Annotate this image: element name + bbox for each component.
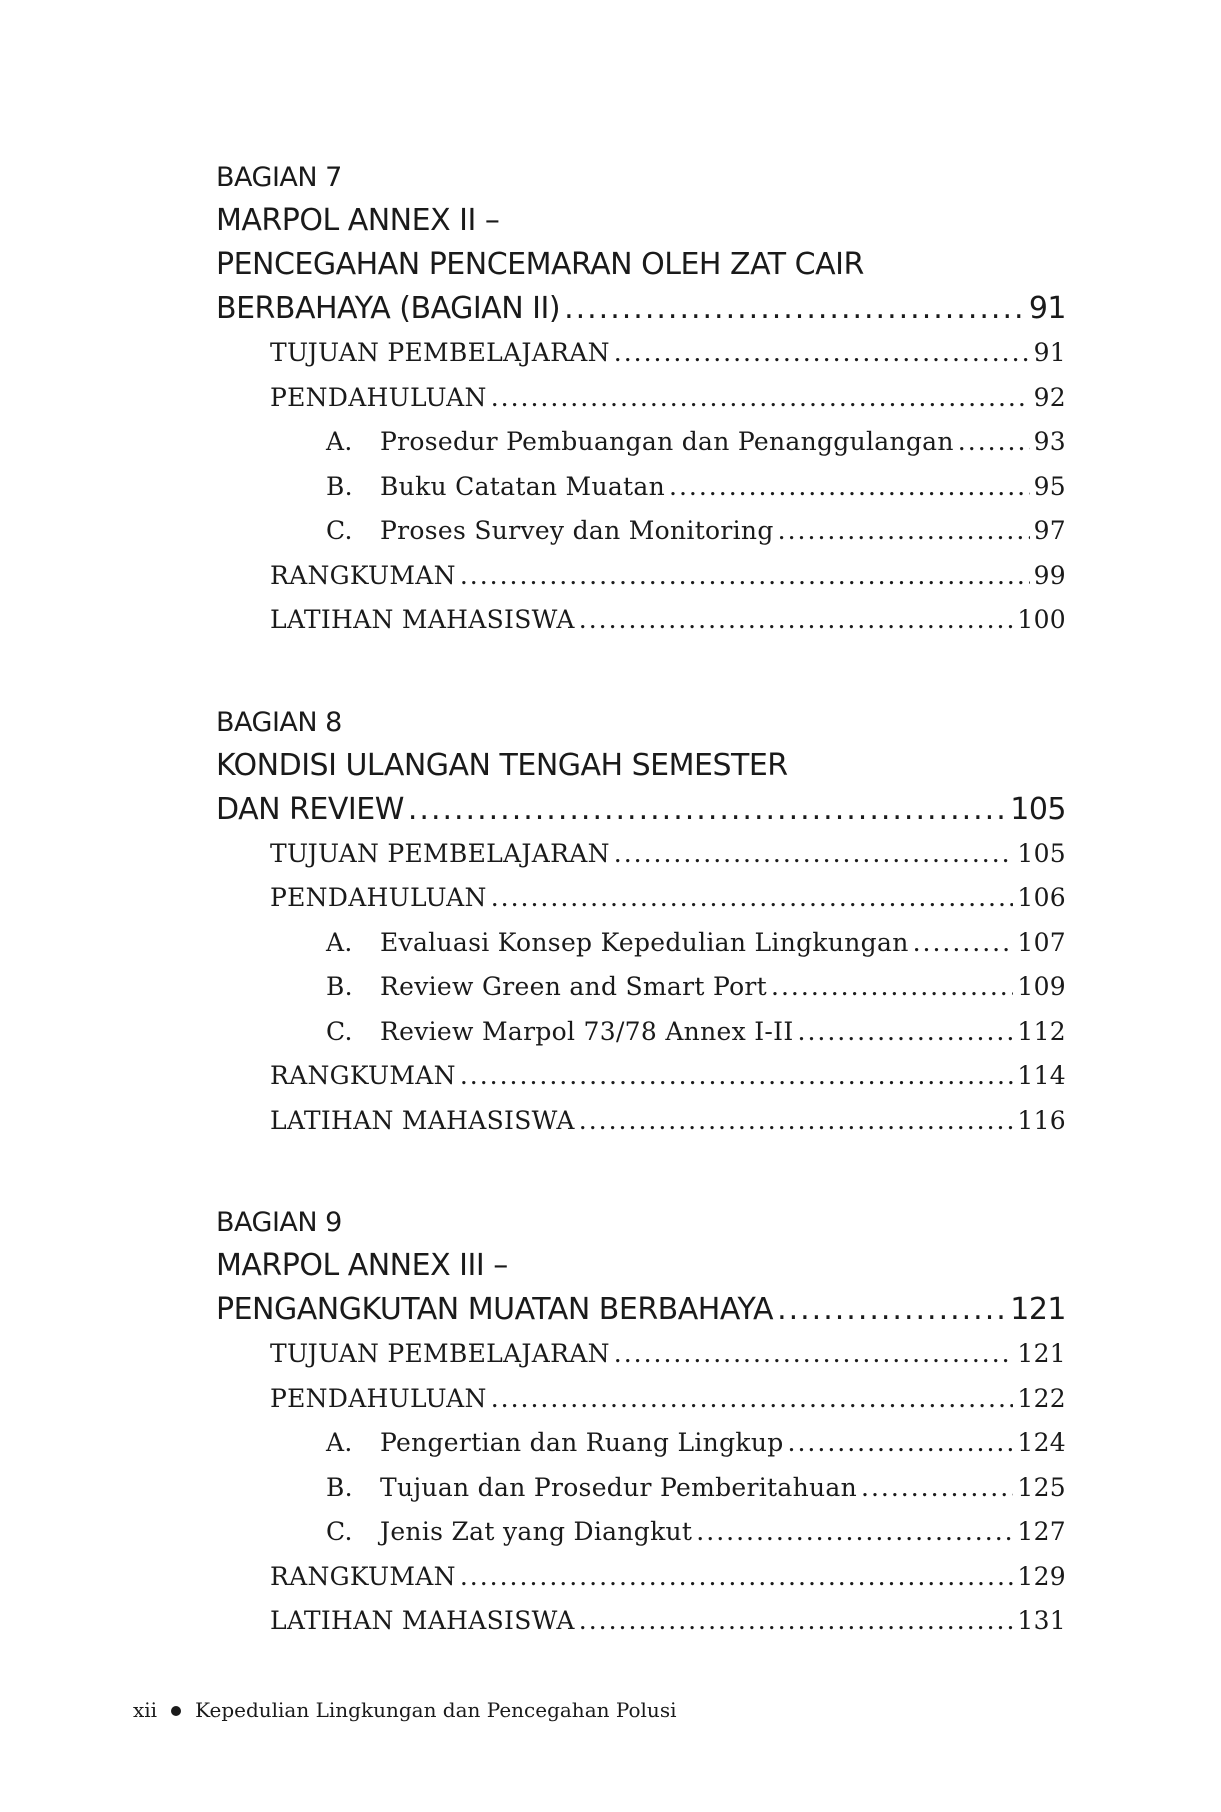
subentry-title: Prosedur Pembuangan dan Penanggulangan [380,427,954,456]
toc-entry[interactable] [270,1332,1066,1377]
toc-subentry-text [326,965,767,1010]
toc-section-bagian-8 [216,701,1066,1144]
section-heading-last-line[interactable] [216,788,1066,832]
toc-subentry-text [326,921,909,966]
subentry-title: Buku Catatan Muatan [380,471,666,501]
dot-leader [861,1466,1013,1511]
toc-entry-page: 129 [1017,1561,1066,1591]
toc-entry[interactable] [270,1555,1066,1600]
subentry-letter: C. [326,1016,353,1046]
subentry-title: Jenis Zat yang Diangkut [380,1517,693,1546]
subentry-title: Review Marpol 73/78 Annex I-II [380,1016,794,1046]
toc-entry-page: 131 [1017,1606,1066,1635]
toc-entry-page: 109 [1017,972,1066,1001]
toc-entry[interactable] [270,1054,1066,1099]
toc-entry-text: LATIHAN MAHASISWA [270,1105,575,1135]
section-heading-last-line[interactable] [216,287,1066,331]
subentry-letter: A. [326,927,353,957]
toc-entry[interactable] [270,876,1066,921]
section-heading-line: MARPOL ANNEX II – [216,203,500,238]
toc-entry-text: RANGKUMAN [270,560,456,590]
toc-subentry[interactable] [326,1010,1066,1055]
dot-leader [778,509,1030,554]
dot-leader [579,1099,1014,1144]
dot-leader [491,876,1014,921]
toc-entry-page: 105 [1017,838,1066,868]
toc-entry[interactable] [270,554,1066,599]
toc-entry-text: LATIHAN MAHASISWA [270,1606,575,1635]
toc-entry-page: 112 [1017,1016,1066,1046]
section-heading-line: MARPOL ANNEX III – [216,1248,508,1283]
toc-subentry[interactable] [326,965,1066,1010]
subentry-letter: C. [326,1517,353,1546]
toc-section-bagian-7 [216,156,1066,643]
dot-leader [614,832,1014,877]
toc-subentry[interactable] [326,509,1066,554]
subentry-title: Tujuan dan Prosedur Pemberitahuan [380,1472,857,1502]
dot-leader [788,1421,1014,1466]
bullet-icon [171,1706,181,1716]
section-page-number: 105 [1010,791,1066,827]
toc-entry-page: 97 [1033,516,1066,545]
toc-entry-page: 114 [1017,1061,1066,1090]
subentry-letter: B. [326,471,353,501]
toc-section-bagian-9 [216,1201,1066,1644]
toc-entry-page: 100 [1017,605,1066,634]
dot-leader [460,1555,1014,1600]
toc-entry-text: PENDAHULUAN [270,382,487,412]
toc-entry-page: 121 [1017,1339,1066,1368]
toc-subentry[interactable] [326,420,1066,465]
toc-content [216,156,1066,1702]
subentry-letter: A. [326,1428,353,1457]
toc-entry-page: 116 [1017,1105,1066,1135]
toc-subentry-text [326,1421,784,1466]
dot-leader [696,1510,1013,1555]
toc-entry[interactable] [270,1599,1066,1644]
toc-entry[interactable] [270,1099,1066,1144]
section-page-number: 121 [1010,1292,1066,1327]
toc-entry-text: TUJUAN PEMBELAJARAN [270,338,610,367]
subentry-letter: C. [326,516,353,545]
toc-entry[interactable] [270,832,1066,877]
dot-leader [771,965,1013,1010]
section-heading-line: PENCEGAHAN PENCEMARAN OLEH ZAT CAIR [216,247,864,282]
dot-leader [614,331,1030,376]
toc-subentry-text [326,465,665,510]
dot-leader [579,598,1014,643]
toc-subentry-text [326,1010,794,1055]
toc-entry-text: PENDAHULUAN [270,883,487,912]
section-page-number: 91 [1028,291,1066,326]
subentry-title: Evaluasi Konsep Kepedulian Lingkungan [380,927,909,957]
toc-entry-page: 91 [1033,338,1066,367]
toc-subentry[interactable] [326,465,1066,510]
toc-subentry[interactable] [326,921,1066,966]
toc-entry[interactable] [270,1377,1066,1422]
toc-entry-page: 127 [1017,1517,1066,1546]
toc-entry-page: 106 [1017,883,1066,912]
footer-page-number: xii [133,1698,158,1722]
dot-leader [579,1599,1014,1644]
toc-entry-page: 93 [1033,427,1066,456]
section-heading-last-line[interactable] [216,1288,1066,1332]
dot-leader [777,1288,1006,1332]
toc-entry-text: PENDAHULUAN [270,1383,487,1413]
section-label: BAGIAN 9 [216,1207,342,1238]
toc-entry-text: TUJUAN PEMBELAJARAN [270,838,610,868]
toc-subentry[interactable] [326,1466,1066,1511]
dot-leader [798,1010,1014,1055]
section-heading-line: KONDISI ULANGAN TENGAH SEMESTER [216,747,788,783]
section-heading-text: DAN REVIEW [216,791,404,827]
dot-leader [913,921,1014,966]
section-heading-text: PENGANGKUTAN MUATAN BERBAHAYA [216,1292,774,1327]
subentry-title: Review Green and Smart Port [380,972,768,1001]
subentry-title: Pengertian dan Ruang Lingkup [380,1428,784,1457]
dot-leader [491,1377,1014,1422]
toc-subentry-text [326,1510,692,1555]
section-heading-text: BERBAHAYA (BAGIAN II) [216,291,561,326]
toc-entry-page: 124 [1017,1428,1066,1457]
toc-entry-text: RANGKUMAN [270,1561,456,1591]
toc-entry-text: RANGKUMAN [270,1061,456,1090]
toc-entry-page: 95 [1033,471,1066,501]
dot-leader [958,420,1030,465]
toc-subentry-text [326,509,774,554]
dot-leader [564,287,1025,331]
toc-entry-page: 125 [1017,1472,1066,1502]
toc-subentry-text [326,1466,857,1511]
subentry-title: Proses Survey dan Monitoring [380,516,774,545]
toc-entry-text: LATIHAN MAHASISWA [270,605,575,634]
toc-subentry[interactable] [326,1421,1066,1466]
footer-book-title: Kepedulian Lingkungan dan Pencegahan Polusi [195,1698,677,1722]
dot-leader [669,465,1030,510]
toc-entry[interactable] [270,331,1066,376]
dot-leader [460,1054,1014,1099]
toc-entry-page: 122 [1017,1383,1066,1413]
dot-leader [491,376,1030,421]
toc-entry-page: 107 [1017,927,1066,957]
toc-entry-page: 92 [1033,382,1066,412]
toc-subentry-text [326,420,954,465]
section-label: BAGIAN 7 [216,162,342,193]
subentry-letter: B. [326,972,353,1001]
toc-entry-text: TUJUAN PEMBELAJARAN [270,1339,610,1368]
toc-entry[interactable] [270,376,1066,421]
toc-entry[interactable] [270,598,1066,643]
toc-entry-page: 99 [1033,560,1066,590]
dot-leader [614,1332,1014,1377]
subentry-letter: A. [326,427,353,456]
section-label: BAGIAN 8 [216,706,342,738]
subentry-letter: B. [326,1472,353,1502]
dot-leader [408,788,1006,832]
page-footer [133,1698,676,1722]
dot-leader [460,554,1030,599]
toc-subentry[interactable] [326,1510,1066,1555]
